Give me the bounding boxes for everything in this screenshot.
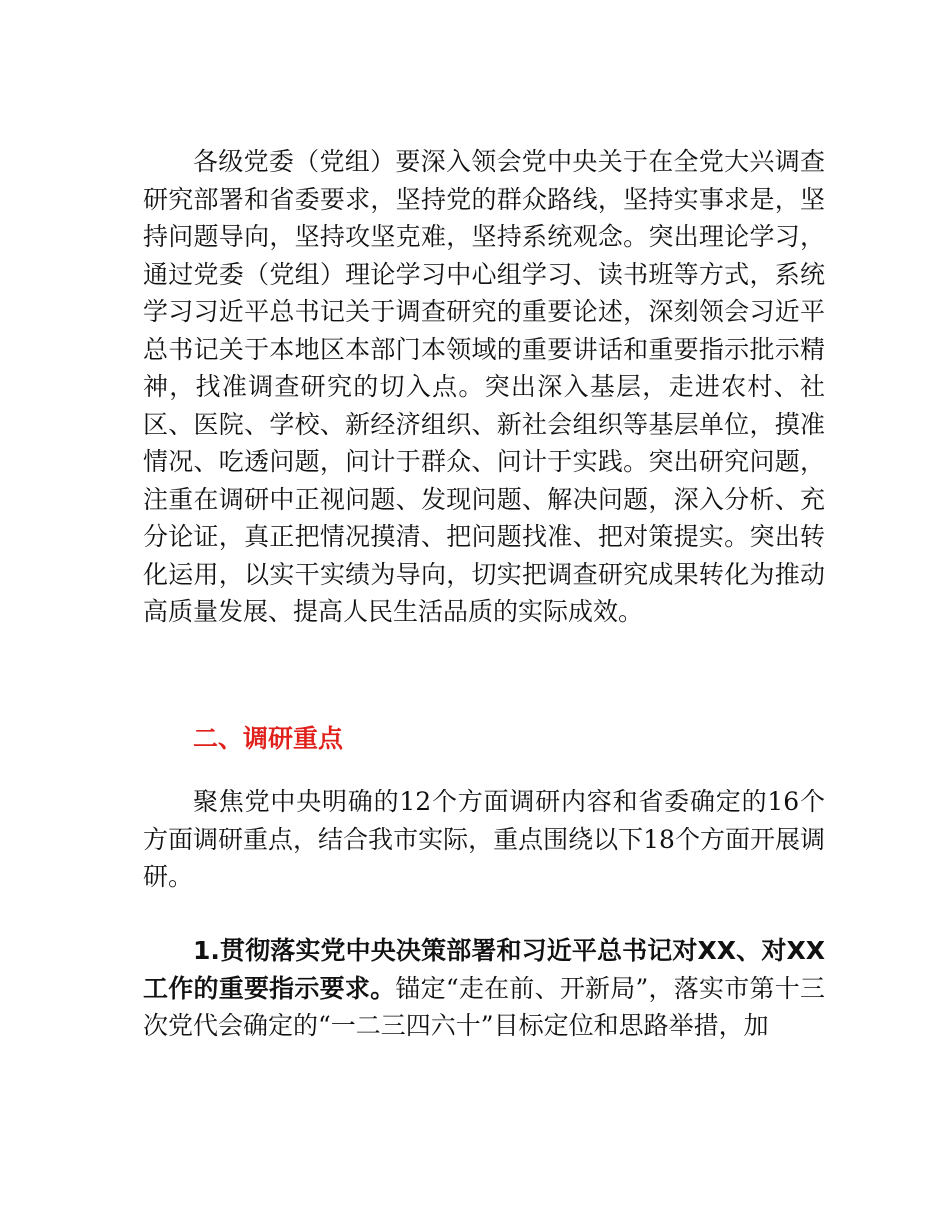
body-paragraph: 聚焦党中央明确的12个方面调研内容和省委确定的16个方面调研重点，结合我市实际，重点围绕以下18个方面开展调研。	[143, 787, 825, 891]
item-body: 锚定“走在前、开新局”，落实市第十三次党代会确定的“一二三四六十”目标定位和思路举措，加	[143, 973, 825, 1040]
section-heading: 二、调研重点	[193, 724, 344, 753]
body-paragraph: 各级党委（党组）要深入领会党中央关于在全党大兴调查研究部署和省委要求，坚持党的群众路线，坚持实事求是，坚持问题导向，坚持攻坚克难，坚持系统观念。突出理论学习，通过党委（党组）理论学习中心组学习、读书班等方式，系统学习习近平总书记关于调查研究的重要论述，深刻领会习近平总书记关于本地区本部门本领域的重要讲话和重要指示批示精神，找准调查研究的切入点。突出深入基层，走进农村、社区、医院、学校、新经济组织、新社会组织等基层单位，摸准情况、吃透问题，问计于群众、问计于实践。突出研究问题，注重在调研中正视问题、发现问题、解决问题，深入分析、充分论证，真正把情况摸清、把问题找准、把对策提实。突出转化运用，以实干实绩为导向，切实把调查研究成果转化为推动高质量发展、提高人民生活品质的实际成效。	[143, 147, 825, 626]
item-title: 1.贯彻落实党中央决策部署和习近平总书记对XX、对XX工作的重要指示要求。	[143, 936, 825, 1003]
numbered-item-paragraph	[143, 932, 825, 1045]
